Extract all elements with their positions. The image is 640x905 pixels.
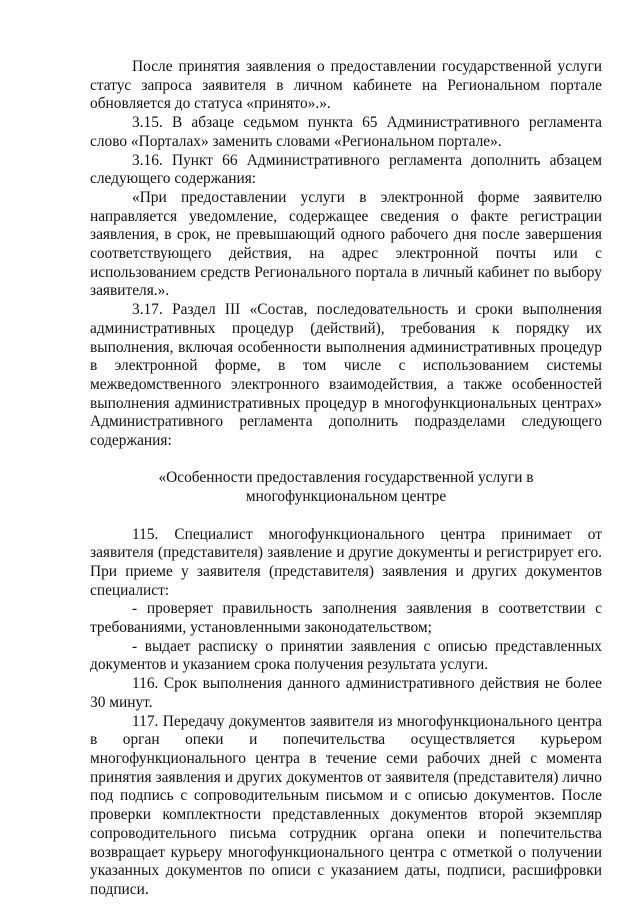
- paragraph-3-16: 3.16. Пункт 66 Административного регламента дополнить абзацем следующего содержания:: [90, 151, 602, 188]
- paragraph-3-15: 3.15. В абзаце седьмом пункта 65 Административного регламента слово «Порталах» заменить словами «Региональном портале».: [90, 114, 602, 150]
- paragraph-status-update: После принятия заявления о предоставлении государственной услуги статус запроса заявителя в личном кабинете на Региональном портале обновляется до статуса «принято».».: [90, 58, 602, 113]
- section-heading-line-1: «Особенности предоставления государственной услуги в: [158, 469, 534, 487]
- paragraph-117: 117. Передачу документов заявителя из многофункционального центра в орган опеки и попечительства осуществляется курьером многофункционального центра в течение семи рабочих дней с момента принятия заявления и других документов от заявителя (представителя) лично под подпись с сопроводительным письмом и с описью документов. После проверки комплектности представленных документов второй экземпляр сопроводительного письма сотрудник органа опеки и попечительства возвращает курьеру многофункционального центра с отметкой о получении указанных документов по описи с указанием даты, подписи, расшифровки подписи.: [90, 712, 602, 898]
- spacer: [90, 451, 602, 470]
- spacer: [90, 507, 602, 526]
- paragraph-116: 116. Срок выполнения данного административного действия не более 30 минут.: [90, 675, 602, 711]
- list-item-issue-receipt: - выдает расписку о принятии заявления с описью представленных документов и указанием срока получения результата услуги.: [90, 637, 602, 674]
- section-heading-line-2: многофункциональном центре: [245, 488, 447, 506]
- paragraph-3-17: 3.17. Раздел III «Состав, последовательность и сроки выполнения административных процедур (действий), требования к порядку их выполнения, включая особенности выполнения административных процедур в электронной форме, в том числе с использованием системы межведомственного электронного взаимодействия, а также особенностей выполнения административных процедур в многофункциональных центрах» Административного регламента дополнить подразделами следующего содержания:: [90, 301, 602, 450]
- paragraph-115: 115. Специалист многофункционального центра принимает от заявителя (представителя) заявление и другие документы и регистрирует его. При приеме у заявителя (представителя) заявления и других документов специалист:: [90, 525, 602, 599]
- list-item-check-application: - проверяет правильность заполнения заявления в соответствии с требованиями, установленными законодательством;: [90, 600, 602, 637]
- section-heading: [90, 469, 602, 506]
- paragraph-quote-notification: «При предоставлении услуги в электронной форме заявителю направляется уведомление, содержащее сведения о факте регистрации заявления, в срок, не превышающий одного рабочего дня после завершения соответствующего действия, на адрес электронной почты или с использованием средств Регионального портала в личный кабинет по выбору заявителя.».: [90, 188, 602, 300]
